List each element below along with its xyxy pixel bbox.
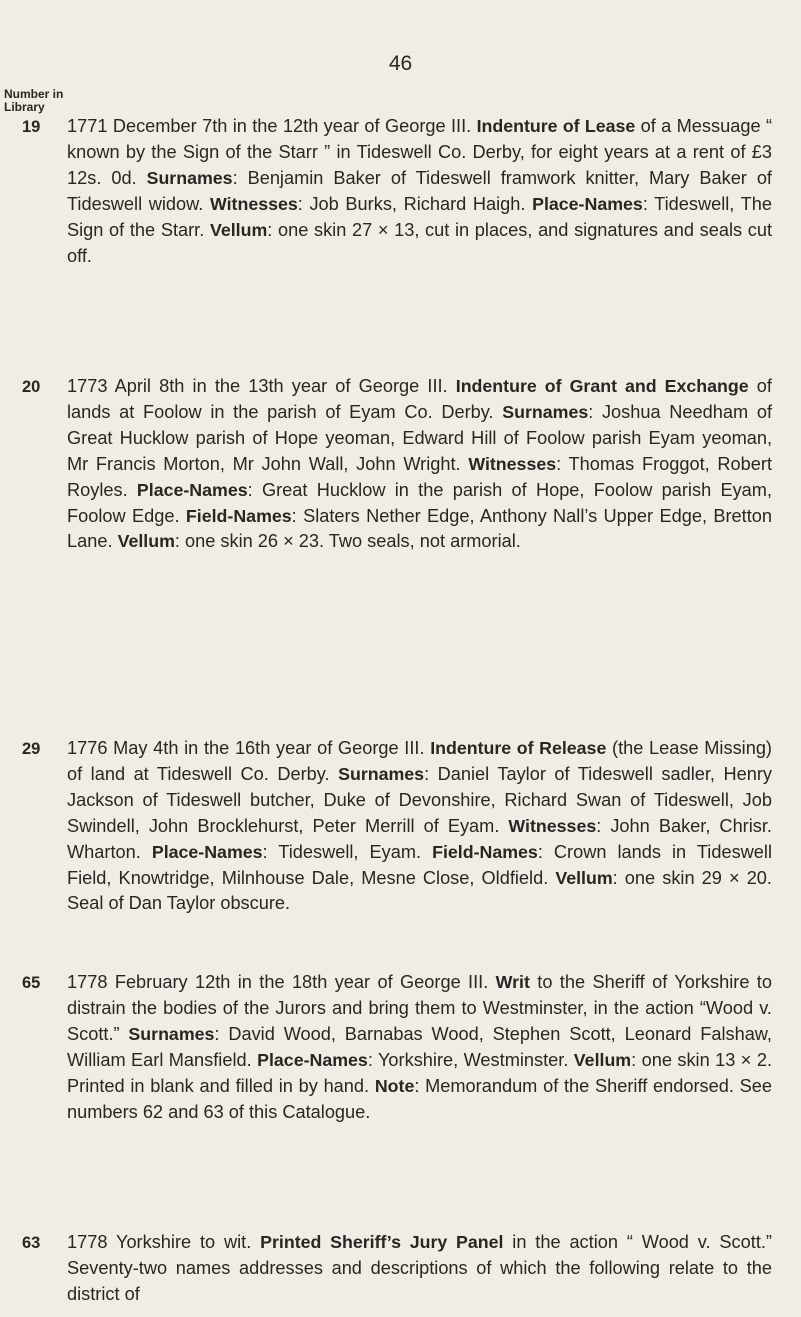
entry-text-run: 1778 February 12th in the 18th year of George III.: [67, 972, 496, 992]
entry-text: [67, 374, 772, 555]
entry-text: [67, 736, 772, 917]
entry-text-run: : Yorkshire, Westminster.: [367, 1049, 574, 1070]
entry-text-run: : Slaters Nether Edge, Anthony Nall’s Upper Edge, Bretton Lane.: [67, 505, 773, 552]
entry-text-run: : Crown lands in Tideswell Field, Knowtridge, Milnhouse Dale, Mesne Close, Oldfield.: [67, 841, 772, 888]
entry-text-run: : Job Burks, Richard Haigh.: [297, 193, 533, 214]
entry-text-run: : Memorandum of the Sheriff endorsed. See numbers 62 and 63 of this Catalogue.: [67, 1075, 772, 1122]
entry-text-run: : John Baker, Chrisr. Wharton.: [67, 815, 772, 862]
entry-text-run: : Daniel Taylor of Tideswell sadler, Henry Jackson of Tideswell butcher, Duke of Devonshire, Richard Swan of Tideswell, Job Swindell, John Brocklehurst, Peter Merrill of Eyam.: [67, 763, 772, 836]
entry-text: [67, 970, 772, 1125]
entry-heading-term: Place-Names: [532, 193, 643, 214]
entry-text-run: in the action “ Wood v. Scott.” Seventy-two names addresses and descriptions of which the following relate to the district of: [67, 1232, 772, 1304]
entry-text-run: : Great Hucklow in the parish of Hope, Foolow parish Eyam, Foolow Edge.: [67, 479, 772, 526]
entry-heading-term: Indenture of Lease: [476, 116, 636, 136]
entry-text-run: 1771 December 7th in the 12th year of George III.: [67, 116, 477, 136]
entry-heading-term: Surnames: [502, 401, 589, 422]
entry-text-run: : Tideswell, Eyam.: [262, 841, 433, 862]
entry-number: 65: [22, 974, 41, 992]
entry-number: 63: [22, 1234, 41, 1252]
entry-text: [67, 114, 772, 269]
entry-heading-term: Indenture of Release: [430, 738, 607, 758]
entry-heading-term: Surnames: [146, 167, 233, 188]
entry-heading-term: Witnesses: [209, 193, 298, 214]
entry-text-run: : Tideswell, The Sign of the Starr.: [67, 193, 772, 240]
entry-heading-term: Printed Sheriff’s Jury Panel: [260, 1232, 504, 1252]
entry-heading-term: Vellum: [555, 867, 613, 888]
entry-text-run: : Benjamin Baker of Tideswell framwork knitter, Mary Baker of Tideswell widow.: [67, 167, 772, 214]
entry-text-run: : one skin 26 × 23. Two seals, not armorial.: [174, 531, 521, 552]
entry-heading-term: Indenture of Grant and Exchange: [455, 376, 749, 396]
entry-heading-term: Place-Names: [257, 1049, 368, 1070]
entry-text: [67, 1230, 772, 1308]
entry-text-run: : Thomas Froggot, Robert Royles.: [67, 453, 772, 500]
entry-heading-term: Writ: [495, 972, 530, 992]
entry-heading-term: Surnames: [338, 763, 425, 784]
entry-number: 29: [22, 740, 41, 758]
page-number: 46: [388, 52, 413, 75]
entry-heading-term: Field-Names: [185, 505, 292, 526]
entry-text-run: : Joshua Needham of Great Hucklow parish of Hope yeoman, Edward Hill of Foolow parish Eyam yeoman, Mr Francis Morton, Mr John Wall, John Wright.: [67, 401, 773, 474]
margin-heading: [4, 88, 63, 114]
entry-number: 19: [22, 118, 41, 136]
entry-text-run: : one skin 27 × 13, cut in places, and signatures and seals cut off.: [67, 219, 773, 266]
entry-heading-term: Vellum: [117, 531, 175, 552]
entry-text-run: 1773 April 8th in the 13th year of George III.: [67, 376, 456, 396]
entry-heading-term: Witnesses: [468, 453, 557, 474]
entry-text-run: (the Lease Missing) of land at Tideswell Co. Derby.: [67, 738, 772, 784]
entry-heading-term: Vellum: [209, 219, 268, 240]
entry-text-run: of lands at Foolow in the parish of Eyam Co. Derby.: [67, 376, 772, 422]
margin-heading-line: Number in: [4, 87, 64, 101]
entry-text-run: 1776 May 4th in the 16th year of George III.: [67, 738, 431, 758]
entry-text-run: 1778 Yorkshire to wit.: [67, 1232, 261, 1252]
entry-heading-term: Surnames: [128, 1023, 215, 1044]
entry-number: 20: [22, 378, 41, 396]
entry-heading-term: Note: [374, 1075, 415, 1096]
entry-text-run: of a Messuage “ known by the Sign of the Starr ” in Tideswell Co. Derby, for eight years at a rent of £3 12s. 0d.: [67, 116, 772, 188]
entry-text-run: to the Sheriff of Yorkshire to distrain the bodies of the Jurors and bring them to Westminster, in the action “Wood v. Scott.”: [67, 972, 772, 1044]
entry-heading-term: Witnesses: [508, 815, 597, 836]
entry-text-run: : one skin 29 × 20. Seal of Dan Taylor obscure.: [67, 867, 772, 914]
entry-heading-term: Field-Names: [432, 841, 538, 862]
entry-text-run: : David Wood, Barnabas Wood, Stephen Scott, Leonard Falshaw, William Earl Mansfield.: [67, 1023, 772, 1070]
margin-heading-line: Library: [4, 100, 45, 114]
entry-text-run: : one skin 13 × 2. Printed in blank and filled in by hand.: [67, 1049, 772, 1096]
entry-heading-term: Place-Names: [136, 479, 248, 500]
entry-heading-term: Vellum: [573, 1049, 632, 1070]
entry-heading-term: Place-Names: [151, 841, 263, 862]
